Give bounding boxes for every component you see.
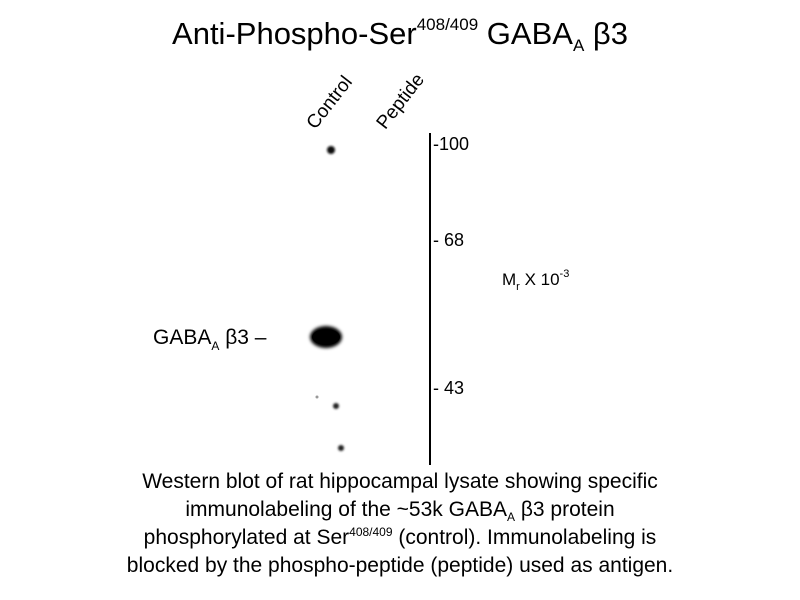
marker-68: - 68 (433, 230, 465, 250)
figure-caption (0, 468, 800, 580)
caption-line-3: phosphorylated at Ser$^{408/409}$ (control). Immunolabeling is (143, 525, 657, 549)
caption-line-4: blocked by the phospho-peptide (peptide) used as antigen. (126, 554, 674, 577)
title-subscript: A (572, 36, 585, 55)
title-text: Anti-Phospho-Ser (172, 16, 417, 51)
mass-axis-label: $M_r$ X $10^{-3}$ (502, 268, 570, 293)
title-protein: GABA (478, 16, 573, 51)
spot-low-2 (338, 445, 344, 451)
title-superscript: 408/409 (416, 15, 479, 34)
marker-100: -100 (433, 134, 470, 154)
band-53k-core (312, 329, 340, 345)
spot-low-1 (333, 403, 339, 409)
lane-label-control: Control (302, 72, 357, 134)
marker-axis-line (429, 133, 431, 465)
caption-line-1: Western blot of rat hippocampal lysate showing specific (142, 470, 658, 493)
title-suffix: β3 (584, 16, 628, 51)
lane-label-peptide: Peptide (372, 69, 429, 134)
marker-43: - 43 (433, 378, 465, 398)
caption-line-2: immunolabeling of the ~53k $GABA_A$ β3 protein (185, 498, 615, 524)
spot-high (327, 146, 335, 154)
spot-faint (316, 396, 319, 399)
band-label-gaba: $GABA_A$ β3 – (153, 326, 267, 353)
